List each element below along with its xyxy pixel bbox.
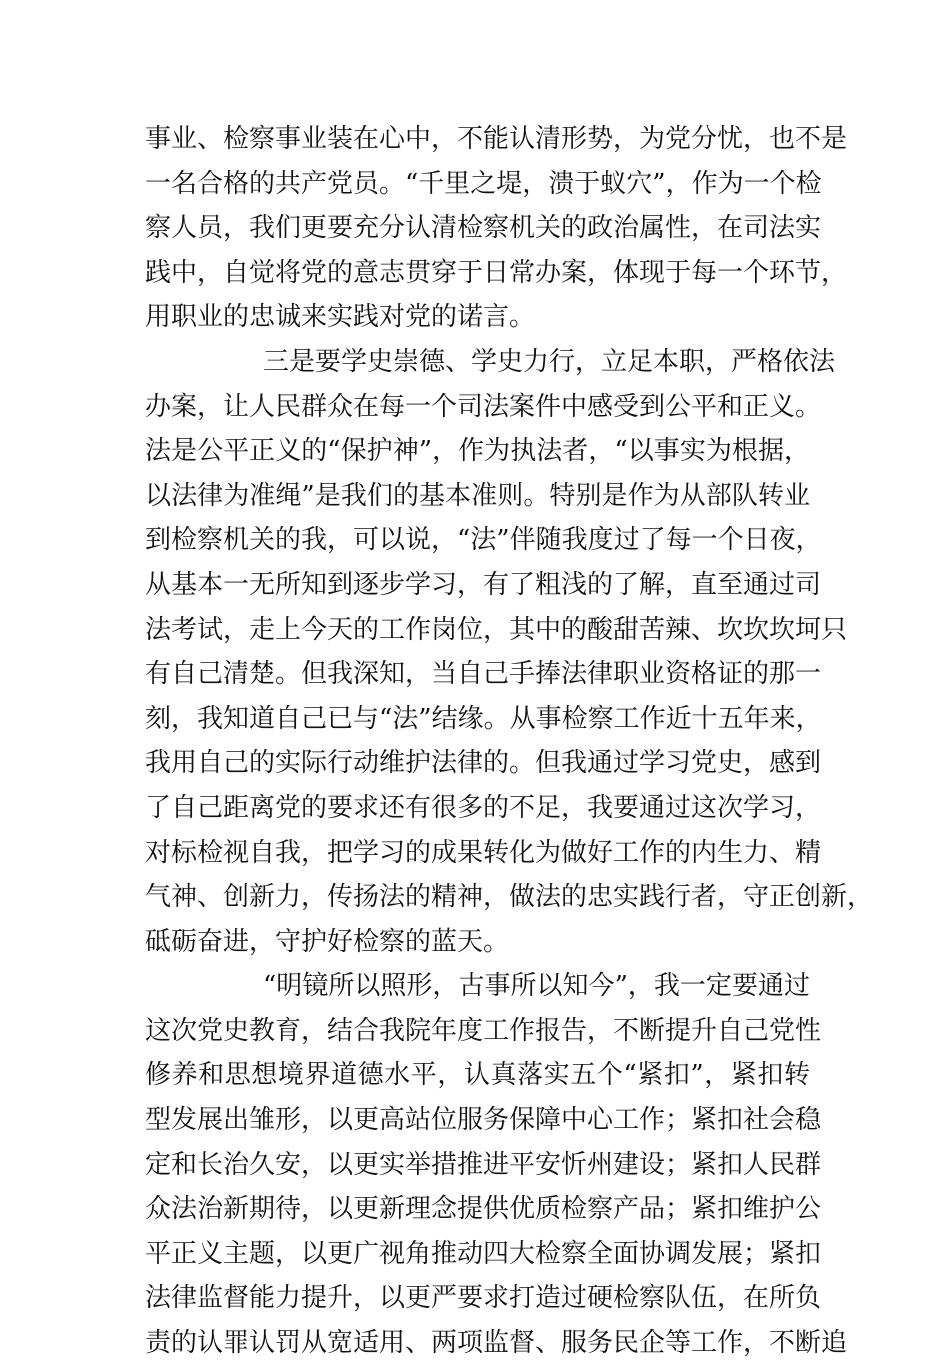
text-line: “明镜所以照形，古事所以知今”，我一定要通过 — [263, 971, 810, 1002]
text-line: 践中，自觉将党的意志贯穿于日常办案，体现于每一个环节， — [145, 257, 848, 288]
text-line: 用职业的忠诚来实践对党的诺言。 — [145, 302, 536, 333]
text-line: 从基本一无所知到逐步学习，有了粗浅的了解，直至通过司 — [145, 569, 822, 600]
text-line: 对标检视自我，把学习的成果转化为做好工作的内生力、精 — [145, 837, 822, 868]
text-line: 法考试，走上今天的工作岗位，其中的酸甜苦辣、坎坎坎坷只 — [145, 614, 848, 645]
text-line: 气神、创新力，传扬法的精神，做法的忠实践行者，守正创新， — [145, 882, 874, 913]
text-line: 砥砺奋进，守护好检察的蓝天。 — [145, 926, 510, 957]
text-line: 法律监督能力提升，以更严要求打造过硬检察队伍，在所负 — [145, 1283, 822, 1314]
text-line: 事业、检察事业装在心中，不能认清形势，为党分忧，也不是 — [145, 124, 848, 154]
text-line: 这次党史教育，结合我院年度工作报告，不断提升自己党性 — [145, 1015, 822, 1046]
text-line: 到检察机关的我，可以说，“法”伴随我度过了每一个日夜， — [145, 525, 822, 556]
text-line: 修养和思想境界道德水平，认真落实五个“紧扣”，紧扣转 — [145, 1060, 810, 1091]
text-line: 三是要学史崇德、学史力行，立足本职，严格依法 — [263, 346, 836, 377]
text-line: 众法治新期待，以更新理念提供优质检察产品；紧扣维护公 — [145, 1194, 822, 1225]
text-line: 刻，我知道自己已与“法”结缘。从事检察工作近十五年来， — [145, 703, 822, 734]
text-line: 有自己清楚。但我深知，当自己手捧法律职业资格证的那一 — [145, 659, 822, 690]
text-line: 察人员，我们更要充分认清检察机关的政治属性，在司法实 — [145, 213, 822, 244]
body-text — [145, 117, 874, 1366]
text-line: 型发展出雏形，以更高站位服务保障中心工作；紧扣社会稳 — [145, 1105, 822, 1136]
text-line: 责的认罪认罚从宽适用、两项监督、服务民企等工作，不断追 — [145, 1328, 848, 1359]
text-line: 一名合格的共产党员。“千里之堤，溃于蚁穴”，作为一个检 — [145, 168, 822, 199]
text-line: 我用自己的实际行动维护法律的。但我通过学习党史，感到 — [145, 748, 822, 779]
text-line: 办案，让人民群众在每一个司法案件中感受到公平和正义。 — [145, 391, 822, 422]
text-line: 法是公平正义的“保护神”，作为执法者，“以事实为根据， — [145, 436, 810, 467]
text-line: 了自己距离党的要求还有很多的不足，我要通过这次学习， — [145, 792, 822, 823]
text-line: 以法律为准绳”是我们的基本准则。特别是作为从部队转业 — [145, 480, 810, 511]
text-line: 定和长治久安，以更实举措推进平安忻州建设；紧扣人民群 — [145, 1149, 822, 1180]
text-line: 平正义主题，以更广视角推动四大检察全面协调发展；紧扣 — [145, 1238, 822, 1269]
